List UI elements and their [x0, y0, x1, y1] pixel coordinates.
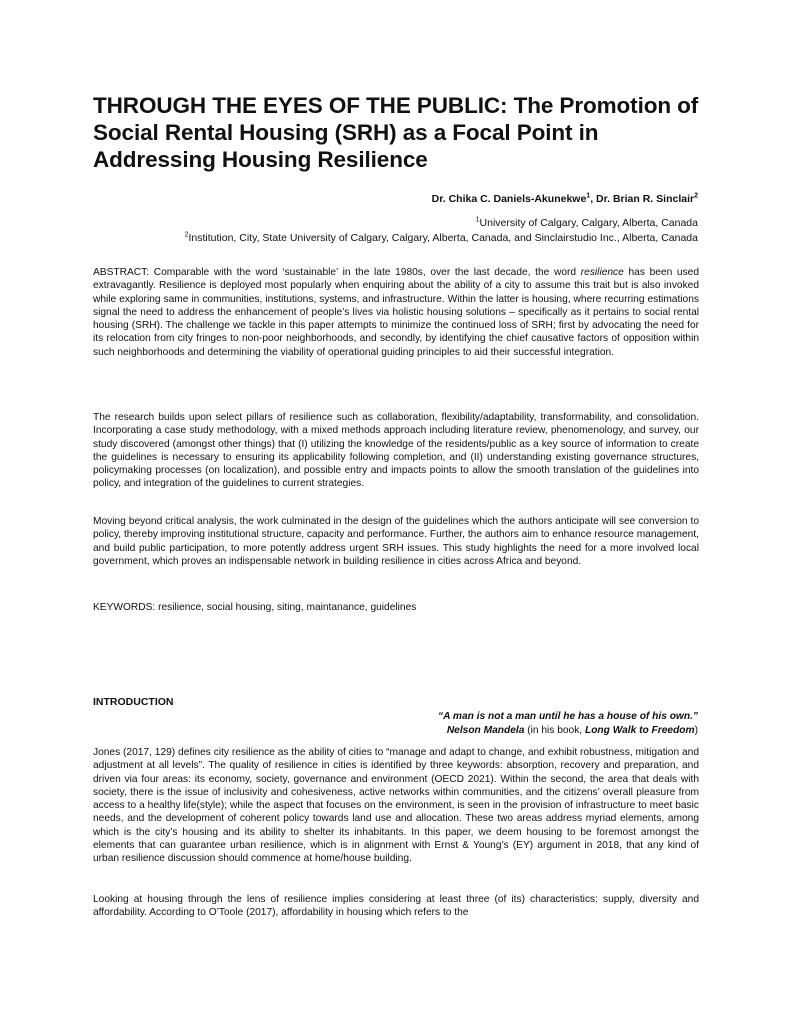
- abstract-text-start: Comparable with the word ‘sustainable’ in the late 1980s, over the last decade, the word: [149, 267, 581, 278]
- epigraph-pre: (in his book,: [524, 724, 585, 736]
- epigraph-book: Long Walk to Freedom: [584, 724, 695, 736]
- affiliation-2-text: Institution, City, State University of Calgary, Calgary, Alberta, Canada, and Sinclairstudio Inc., Alberta, Canada: [188, 232, 698, 244]
- abstract-paragraph-2: The research builds upon select pillars of resilience such as collaboration, flexibility/adaptability, transformability, and consolidation. Incorporating a case study methodology, with a mixed methods approach including literature review, phenomenology, and survey, our study discovered (amongst other things) that (I) utilizing the knowledge of the residents/public as a key source of information to create the guidelines is necessary to ensuring its applicability following completion, and (II) understanding existing governance structures, policymaking processes (on localization), and possible entry and impacts points to allow the smooth translation of the guidelines into policy, and integration of the guidelines to current strategies.: [93, 412, 699, 490]
- keywords-text: resilience, social housing, siting, maintanance, guidelines: [155, 602, 417, 613]
- author-line: [98, 192, 698, 206]
- affiliation-2: [58, 231, 698, 245]
- introduction-paragraph-1: Jones (2017, 129) defines city resilience as the ability of cities to “manage and adapt to change, and exhibit robustness, mitigation and adjustment at all levels”. The quality of resilience in cities is identified by three keywords: absorption, recovery and preparation, and driven via four areas: its economy, society, governance and environment (OECD 2021). Within the second, the area that deals with society, there is the issue of inclusivity and cohesiveness, active networks within communities, and the citizens’ overall pleasure from access to a healthy life(style); while the aspect that focuses on the environment, is seen in the provision of infrastructure to meet basic needs, and the development of coherent policy towards land use and allocation. These two areas address myriad elements, among which is the city’s housing and its ability to shelter its inhabitants. In this paper, we deem housing to be foremost amongst the elements that can guarantee urban resilience, which is in alignment with Ernst & Young’s (EY) argument in 2018, that any kind of urban resilience discussion should commence at home/house building.: [93, 747, 699, 865]
- epigraph-quote: “A man is not a man until he has a house of his own.”: [438, 711, 698, 722]
- affiliation-1-text: University of Calgary, Calgary, Alberta, Canada: [479, 217, 698, 229]
- author-1-name: Dr. Chika C. Daniels-Akunekwe: [431, 193, 587, 205]
- author-2-name: Dr. Brian R. Sinclair: [596, 193, 695, 205]
- paper-title: THROUGH THE EYES OF THE PUBLIC: The Promotion of Social Rental Housing (SRH) as a Focal Point in Addressing Housing Resilience: [93, 93, 699, 172]
- keywords-label: KEYWORDS:: [93, 602, 156, 613]
- abstract-emphasis: resilience: [580, 267, 624, 278]
- abstract-paragraph: [93, 266, 699, 359]
- epigraph-attribution: [278, 724, 698, 738]
- epigraph-author: Nelson Mandela: [446, 724, 525, 736]
- abstract-text-rest: has been used extravagantly. Resilience is deployed most popularly when enquiring about the ability of a city to assume this trait but is also invoked while exploring same in communities, institutions, systems, and infrastructure. Within the latter is housing, where recurring estimations signal the need to address the enhancement of people’s lives via holistic housing solutions – specifically as it pertains to social rental housing (SRH). The challenge we tackle in this paper attempts to minimize the continued loss of SRH; first by advocating the need for its relocation from city fringes to non-poor neighborhoods, and secondly, by identifying the chief causative factors of opposition within such neighborhoods and determining the viability of operational guiding principles to aid their successful integration.: [93, 267, 700, 358]
- abstract-label: ABSTRACT:: [93, 267, 150, 278]
- keywords-line: [93, 601, 699, 614]
- epigraph-post: ): [694, 724, 698, 736]
- introduction-heading: INTRODUCTION: [93, 696, 174, 708]
- author-1-affiliation-mark: 1: [586, 192, 591, 200]
- author-separator: ,: [590, 193, 597, 205]
- abstract-paragraph-3: Moving beyond critical analysis, the work culminated in the design of the guidelines which the authors anticipate will see conversion to policy, thereby improving institutional structure, capacity and performance. Further, the authors aim to enhance resource management, and build public participation, to more potently address urgent SRH issues. This study highlights the need for a more involved local government, which proves an indispensable network in building resilience in cities across Africa and beyond.: [93, 516, 699, 567]
- affiliation-2-mark: 2: [184, 231, 189, 239]
- introduction-paragraph-2: Looking at housing through the lens of resilience implies considering at least three (of its) characteristics: supply, diversity and affordability. According to O’Toole (2017), affordability in housing which refers to the: [93, 894, 699, 919]
- epigraph: [278, 710, 698, 737]
- author-2-affiliation-mark: 2: [694, 192, 698, 200]
- affiliation-1: [58, 216, 698, 230]
- affiliation-1-mark: 1: [475, 216, 480, 224]
